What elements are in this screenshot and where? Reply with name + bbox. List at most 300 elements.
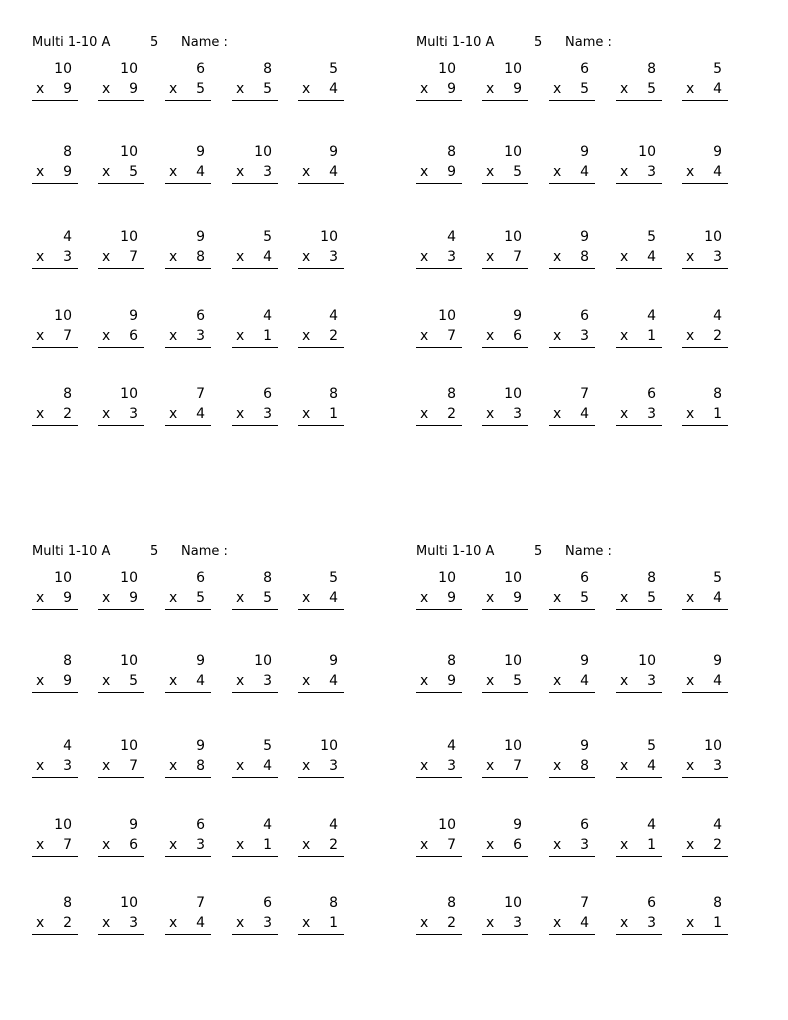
- answer-line: [98, 692, 144, 693]
- multiplicand: 6: [196, 570, 205, 586]
- multiplicand: 10: [120, 895, 138, 911]
- multiplier: 5: [129, 673, 138, 689]
- answer-line: [232, 609, 278, 610]
- times-symbol: x: [486, 406, 495, 422]
- times-symbol: x: [236, 164, 245, 180]
- times-symbol: x: [36, 81, 45, 97]
- times-symbol: x: [36, 249, 45, 265]
- multiplicand: 9: [196, 738, 205, 754]
- times-symbol: x: [302, 406, 311, 422]
- multiplier: 9: [447, 673, 456, 689]
- multiplicand: 9: [129, 308, 138, 324]
- times-symbol: x: [302, 758, 311, 774]
- answer-line: [232, 100, 278, 101]
- answer-line: [32, 934, 78, 935]
- multiplier: 9: [63, 81, 72, 97]
- answer-line: [416, 100, 462, 101]
- answer-line: [682, 934, 728, 935]
- times-symbol: x: [302, 837, 311, 853]
- answer-line: [298, 347, 344, 348]
- multiplicand: 9: [580, 229, 589, 245]
- answer-line: [549, 268, 595, 269]
- times-symbol: x: [102, 249, 111, 265]
- answer-line: [32, 609, 78, 610]
- problem-row: [416, 895, 746, 939]
- problem-row: [32, 61, 362, 105]
- answer-line: [165, 692, 211, 693]
- answer-line: [232, 777, 278, 778]
- answer-line: [416, 856, 462, 857]
- answer-line: [232, 934, 278, 935]
- multiplier: 4: [263, 758, 272, 774]
- multiplication-problem: [616, 738, 664, 782]
- answer-line: [682, 183, 728, 184]
- worksheet-copy: [416, 35, 746, 455]
- multiplication-problem: [482, 308, 530, 352]
- multiplicand: 8: [713, 386, 722, 402]
- times-symbol: x: [686, 915, 695, 931]
- times-symbol: x: [420, 164, 429, 180]
- answer-line: [165, 268, 211, 269]
- multiplier: 3: [329, 249, 338, 265]
- multiplier: 2: [447, 406, 456, 422]
- answer-line: [32, 692, 78, 693]
- multiplication-problem: [32, 61, 80, 105]
- times-symbol: x: [686, 249, 695, 265]
- times-symbol: x: [236, 249, 245, 265]
- multiplicand: 10: [638, 653, 656, 669]
- times-symbol: x: [169, 837, 178, 853]
- answer-line: [549, 425, 595, 426]
- worksheet-title: Multi 1-10 A: [416, 35, 495, 50]
- multiplicand: 6: [196, 308, 205, 324]
- times-symbol: x: [102, 590, 111, 606]
- times-symbol: x: [486, 758, 495, 774]
- multiplicand: 8: [63, 144, 72, 160]
- multiplicand: 9: [196, 144, 205, 160]
- answer-line: [682, 268, 728, 269]
- multiplication-problem: [416, 308, 464, 352]
- answer-line: [416, 777, 462, 778]
- multiplier: 2: [447, 915, 456, 931]
- times-symbol: x: [553, 837, 562, 853]
- multiplication-problem: [549, 738, 597, 782]
- answer-line: [98, 425, 144, 426]
- multiplicand: 10: [504, 229, 522, 245]
- answer-line: [98, 347, 144, 348]
- multiplicand: 9: [329, 653, 338, 669]
- multiplicand: 10: [120, 653, 138, 669]
- multiplier: 7: [63, 328, 72, 344]
- multiplication-problem: [298, 817, 346, 861]
- answer-line: [232, 856, 278, 857]
- multiplication-problem: [482, 570, 530, 614]
- multiplicand: 9: [329, 144, 338, 160]
- multiplication-problem: [616, 308, 664, 352]
- multiplication-problem: [165, 895, 213, 939]
- times-symbol: x: [486, 915, 495, 931]
- multiplication-problem: [416, 386, 464, 430]
- multiplication-problem: [416, 229, 464, 273]
- times-symbol: x: [553, 81, 562, 97]
- multiplication-problem: [232, 895, 280, 939]
- answer-line: [98, 100, 144, 101]
- multiplicand: 4: [447, 229, 456, 245]
- multiplication-problem: [98, 653, 146, 697]
- times-symbol: x: [302, 590, 311, 606]
- multiplicand: 10: [504, 144, 522, 160]
- multiplier: 1: [263, 837, 272, 853]
- times-symbol: x: [169, 81, 178, 97]
- answer-line: [616, 934, 662, 935]
- answer-line: [682, 777, 728, 778]
- times-symbol: x: [486, 164, 495, 180]
- multiplication-problem: [616, 386, 664, 430]
- multiplicand: 5: [329, 570, 338, 586]
- times-symbol: x: [169, 590, 178, 606]
- multiplicand: 7: [196, 386, 205, 402]
- times-symbol: x: [620, 590, 629, 606]
- answer-line: [616, 692, 662, 693]
- multiplier: 5: [580, 81, 589, 97]
- multiplicand: 10: [438, 308, 456, 324]
- multiplier: 3: [447, 758, 456, 774]
- multiplication-problem: [298, 308, 346, 352]
- answer-line: [32, 856, 78, 857]
- multiplication-problem: [232, 308, 280, 352]
- multiplicand: 5: [647, 738, 656, 754]
- multiplicand: 10: [120, 386, 138, 402]
- multiplicand: 6: [263, 895, 272, 911]
- multiplier: 5: [647, 81, 656, 97]
- times-symbol: x: [36, 673, 45, 689]
- answer-line: [482, 347, 528, 348]
- times-symbol: x: [420, 590, 429, 606]
- multiplier: 4: [580, 915, 589, 931]
- multiplier: 1: [329, 915, 338, 931]
- multiplication-problem: [416, 144, 464, 188]
- multiplicand: 10: [120, 738, 138, 754]
- worksheet-number: 5: [150, 35, 159, 50]
- problem-row: [32, 817, 362, 861]
- worksheet-number: 5: [534, 35, 543, 50]
- answer-line: [482, 692, 528, 693]
- answer-line: [232, 347, 278, 348]
- worksheet-title: Multi 1-10 A: [32, 544, 111, 559]
- times-symbol: x: [686, 406, 695, 422]
- answer-line: [232, 692, 278, 693]
- multiplication-problem: [98, 738, 146, 782]
- multiplier: 5: [513, 164, 522, 180]
- times-symbol: x: [236, 837, 245, 853]
- multiplication-problem: [165, 308, 213, 352]
- multiplier: 3: [63, 249, 72, 265]
- answer-line: [682, 609, 728, 610]
- multiplicand: 4: [713, 817, 722, 833]
- name-label: Name :: [565, 544, 612, 559]
- multiplier: 3: [263, 406, 272, 422]
- multiplier: 2: [329, 328, 338, 344]
- answer-line: [616, 856, 662, 857]
- multiplier: 4: [580, 406, 589, 422]
- answer-line: [232, 268, 278, 269]
- answer-line: [482, 100, 528, 101]
- answer-line: [298, 425, 344, 426]
- multiplication-problem: [232, 144, 280, 188]
- answer-line: [32, 183, 78, 184]
- multiplication-problem: [232, 653, 280, 697]
- times-symbol: x: [302, 164, 311, 180]
- multiplicand: 10: [504, 895, 522, 911]
- multiplicand: 5: [713, 570, 722, 586]
- multiplication-problem: [616, 61, 664, 105]
- multiplication-problem: [32, 738, 80, 782]
- multiplier: 3: [513, 406, 522, 422]
- times-symbol: x: [102, 837, 111, 853]
- multiplier: 3: [580, 328, 589, 344]
- multiplication-problem: [549, 653, 597, 697]
- name-label: Name :: [181, 544, 228, 559]
- times-symbol: x: [169, 406, 178, 422]
- times-symbol: x: [102, 164, 111, 180]
- times-symbol: x: [553, 406, 562, 422]
- multiplicand: 6: [196, 817, 205, 833]
- multiplier: 3: [580, 837, 589, 853]
- times-symbol: x: [420, 758, 429, 774]
- answer-line: [165, 934, 211, 935]
- multiplicand: 4: [63, 738, 72, 754]
- problem-row: [416, 570, 746, 614]
- multiplication-problem: [482, 61, 530, 105]
- times-symbol: x: [553, 590, 562, 606]
- answer-line: [482, 609, 528, 610]
- multiplicand: 8: [647, 61, 656, 77]
- times-symbol: x: [553, 673, 562, 689]
- answer-line: [32, 268, 78, 269]
- multiplier: 8: [580, 758, 589, 774]
- times-symbol: x: [169, 673, 178, 689]
- answer-line: [482, 425, 528, 426]
- multiplier: 9: [447, 164, 456, 180]
- multiplier: 4: [713, 590, 722, 606]
- multiplier: 7: [513, 758, 522, 774]
- times-symbol: x: [620, 164, 629, 180]
- multiplier: 3: [129, 406, 138, 422]
- answer-line: [416, 268, 462, 269]
- multiplier: 4: [196, 673, 205, 689]
- times-symbol: x: [620, 249, 629, 265]
- multiplication-problem: [32, 895, 80, 939]
- times-symbol: x: [620, 758, 629, 774]
- multiplication-problem: [32, 653, 80, 697]
- multiplier: 1: [713, 406, 722, 422]
- multiplication-problem: [165, 653, 213, 697]
- answer-line: [549, 609, 595, 610]
- answer-line: [416, 692, 462, 693]
- times-symbol: x: [553, 915, 562, 931]
- multiplication-problem: [482, 229, 530, 273]
- multiplier: 8: [196, 758, 205, 774]
- multiplicand: 9: [580, 144, 589, 160]
- answer-line: [616, 609, 662, 610]
- multiplier: 6: [513, 837, 522, 853]
- multiplicand: 10: [504, 386, 522, 402]
- multiplicand: 6: [580, 570, 589, 586]
- times-symbol: x: [620, 406, 629, 422]
- multiplication-problem: [232, 386, 280, 430]
- multiplier: 4: [329, 673, 338, 689]
- multiplier: 5: [263, 81, 272, 97]
- times-symbol: x: [302, 915, 311, 931]
- multiplication-problem: [298, 144, 346, 188]
- multiplicand: 4: [647, 817, 656, 833]
- answer-line: [32, 777, 78, 778]
- times-symbol: x: [236, 590, 245, 606]
- answer-line: [549, 692, 595, 693]
- multiplication-problem: [165, 738, 213, 782]
- answer-line: [482, 183, 528, 184]
- multiplier: 3: [263, 673, 272, 689]
- multiplier: 1: [263, 328, 272, 344]
- times-symbol: x: [236, 328, 245, 344]
- multiplier: 9: [129, 590, 138, 606]
- answer-line: [98, 183, 144, 184]
- times-symbol: x: [236, 673, 245, 689]
- multiplication-problem: [232, 61, 280, 105]
- multiplicand: 10: [504, 738, 522, 754]
- multiplier: 3: [647, 915, 656, 931]
- answer-line: [616, 183, 662, 184]
- answer-line: [416, 609, 462, 610]
- answer-line: [549, 856, 595, 857]
- multiplicand: 5: [713, 61, 722, 77]
- multiplicand: 9: [129, 817, 138, 833]
- multiplication-problem: [298, 653, 346, 697]
- multiplier: 1: [713, 915, 722, 931]
- multiplier: 4: [329, 590, 338, 606]
- multiplicand: 10: [504, 61, 522, 77]
- multiplier: 6: [129, 328, 138, 344]
- times-symbol: x: [420, 915, 429, 931]
- multiplier: 7: [129, 758, 138, 774]
- multiplicand: 10: [120, 570, 138, 586]
- answer-line: [298, 777, 344, 778]
- times-symbol: x: [36, 164, 45, 180]
- multiplication-problem: [482, 895, 530, 939]
- multiplication-problem: [98, 229, 146, 273]
- answer-line: [298, 268, 344, 269]
- times-symbol: x: [236, 915, 245, 931]
- times-symbol: x: [486, 81, 495, 97]
- worksheet-number: 5: [534, 544, 543, 559]
- multiplicand: 8: [447, 386, 456, 402]
- times-symbol: x: [236, 406, 245, 422]
- multiplier: 3: [196, 837, 205, 853]
- times-symbol: x: [686, 328, 695, 344]
- answer-line: [98, 777, 144, 778]
- multiplication-problem: [416, 570, 464, 614]
- problem-row: [416, 308, 746, 352]
- problem-row: [416, 817, 746, 861]
- times-symbol: x: [236, 81, 245, 97]
- multiplication-problem: [298, 570, 346, 614]
- multiplicand: 8: [447, 653, 456, 669]
- multiplier: 3: [713, 758, 722, 774]
- multiplier: 9: [63, 590, 72, 606]
- multiplicand: 6: [263, 386, 272, 402]
- multiplier: 4: [329, 81, 338, 97]
- times-symbol: x: [102, 673, 111, 689]
- multiplication-problem: [165, 386, 213, 430]
- answer-line: [682, 856, 728, 857]
- multiplicand: 8: [263, 61, 272, 77]
- multiplicand: 5: [263, 229, 272, 245]
- multiplication-problem: [98, 895, 146, 939]
- answer-line: [165, 425, 211, 426]
- times-symbol: x: [553, 249, 562, 265]
- answer-line: [98, 609, 144, 610]
- multiplication-problem: [616, 570, 664, 614]
- multiplier: 6: [513, 328, 522, 344]
- problem-row: [32, 738, 362, 782]
- times-symbol: x: [420, 81, 429, 97]
- worksheet-title: Multi 1-10 A: [416, 544, 495, 559]
- multiplicand: 9: [513, 817, 522, 833]
- problem-row: [32, 653, 362, 697]
- answer-line: [549, 777, 595, 778]
- multiplicand: 4: [263, 308, 272, 324]
- problem-row: [416, 144, 746, 188]
- multiplier: 5: [263, 590, 272, 606]
- answer-line: [549, 347, 595, 348]
- multiplicand: 10: [54, 570, 72, 586]
- times-symbol: x: [686, 81, 695, 97]
- multiplication-problem: [682, 144, 730, 188]
- times-symbol: x: [169, 915, 178, 931]
- multiplication-problem: [549, 61, 597, 105]
- multiplicand: 10: [504, 653, 522, 669]
- multiplication-problem: [682, 229, 730, 273]
- multiplier: 5: [196, 81, 205, 97]
- multiplier: 4: [647, 758, 656, 774]
- times-symbol: x: [620, 673, 629, 689]
- problem-row: [32, 570, 362, 614]
- multiplicand: 6: [196, 61, 205, 77]
- multiplicand: 10: [254, 653, 272, 669]
- multiplier: 2: [713, 328, 722, 344]
- multiplier: 4: [196, 406, 205, 422]
- multiplication-problem: [549, 817, 597, 861]
- multiplicand: 10: [254, 144, 272, 160]
- multiplication-problem: [416, 738, 464, 782]
- answer-line: [232, 183, 278, 184]
- multiplication-problem: [232, 229, 280, 273]
- multiplier: 4: [196, 915, 205, 931]
- multiplicand: 10: [504, 570, 522, 586]
- answer-line: [616, 268, 662, 269]
- multiplier: 3: [647, 164, 656, 180]
- times-symbol: x: [302, 249, 311, 265]
- multiplication-problem: [682, 817, 730, 861]
- multiplier: 3: [329, 758, 338, 774]
- answer-line: [549, 100, 595, 101]
- multiplicand: 8: [447, 144, 456, 160]
- answer-line: [98, 268, 144, 269]
- multiplicand: 9: [713, 144, 722, 160]
- times-symbol: x: [169, 758, 178, 774]
- multiplication-problem: [682, 738, 730, 782]
- multiplication-problem: [32, 817, 80, 861]
